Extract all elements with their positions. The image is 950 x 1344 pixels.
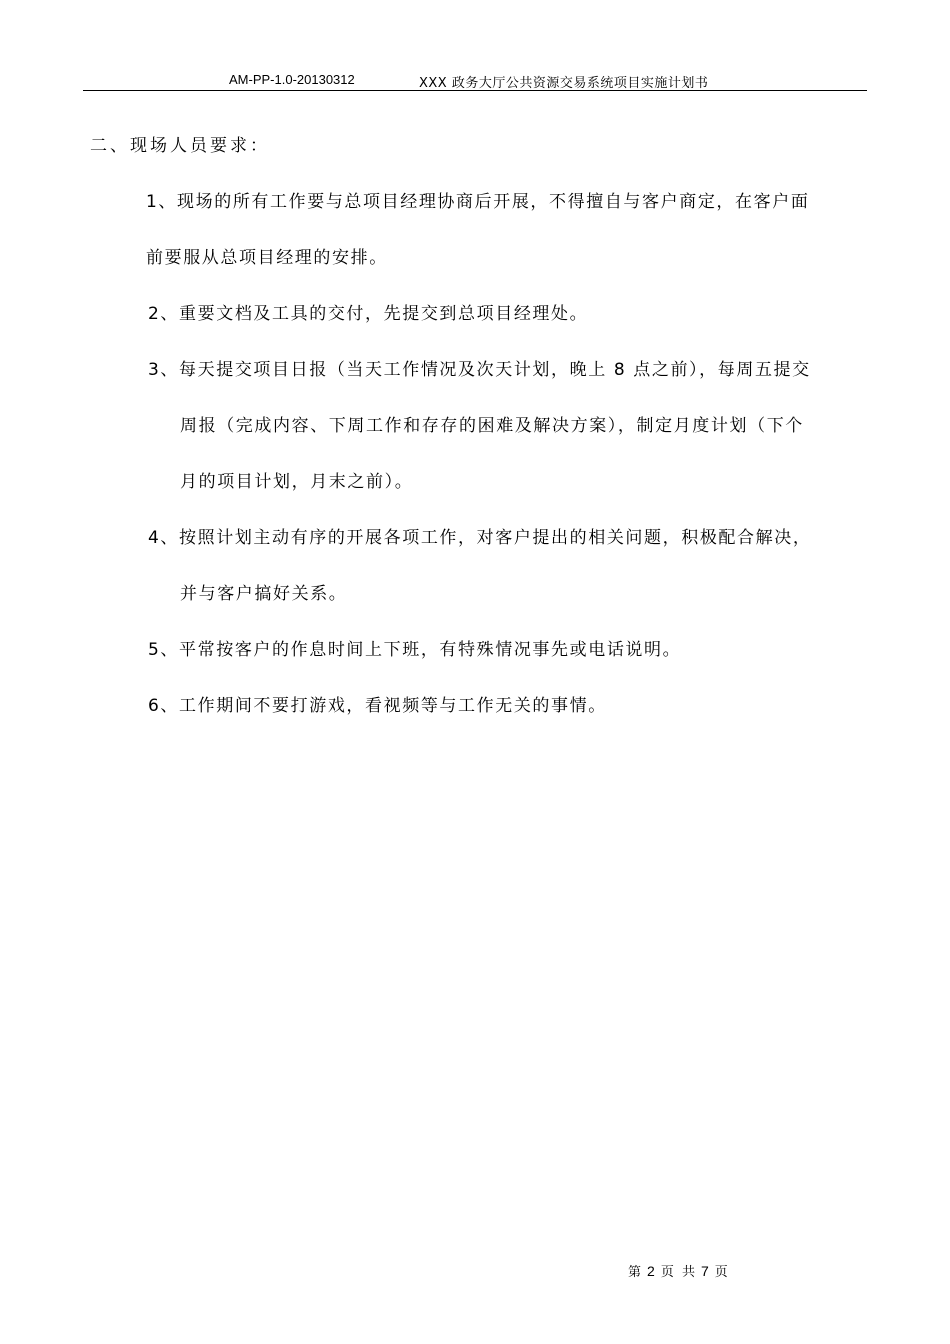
page-header <box>83 68 867 91</box>
total-pages: 7 <box>700 1263 711 1279</box>
item-5-line-1: 5、平常按客户的作息时间上下班，有特殊情况事先或电话说明。 <box>148 640 682 660</box>
item-4-line-1: 4、按照计划主动有序的开展各项工作，对客户提出的相关问题，积极配合解决， <box>148 528 812 548</box>
item-2-line-1: 2、重要文档及工具的交付，先提交到总项目经理处。 <box>148 304 589 324</box>
item-4-line-2: 并与客户搞好关系。 <box>180 584 348 604</box>
footer-prefix: 第 <box>628 1265 644 1280</box>
item-1-line-2: 前要服从总项目经理的安排。 <box>146 248 388 268</box>
document-code: AM-PP-1.0-20130312 <box>229 72 355 87</box>
section-heading: 二、现场人员要求： <box>90 136 270 156</box>
item-1-line-1: 1、现场的所有工作要与总项目经理协商后开展，不得擅自与客户商定，在客户面 <box>146 192 810 212</box>
page-number: 2 <box>647 1263 657 1279</box>
item-6-line-1: 6、工作期间不要打游戏，看视频等与工作无关的事情。 <box>148 696 607 716</box>
item-3-line-2: 周报（完成内容、下周工作和存存的困难及解决方案），制定月度计划（下个 <box>180 416 804 436</box>
footer-middle: 页 共 <box>660 1265 697 1280</box>
page-footer <box>628 1261 730 1280</box>
item-3-line-3: 月的项目计划，月末之前）。 <box>180 472 414 492</box>
document-title: XXX 政务大厅公共资源交易系统项目实施计划书 <box>419 76 709 91</box>
item-3-line-1: 3、每天提交项目日报（当天工作情况及次天计划，晚上 8 点之前），每周五提交 <box>148 360 811 380</box>
footer-suffix: 页 <box>714 1265 730 1280</box>
